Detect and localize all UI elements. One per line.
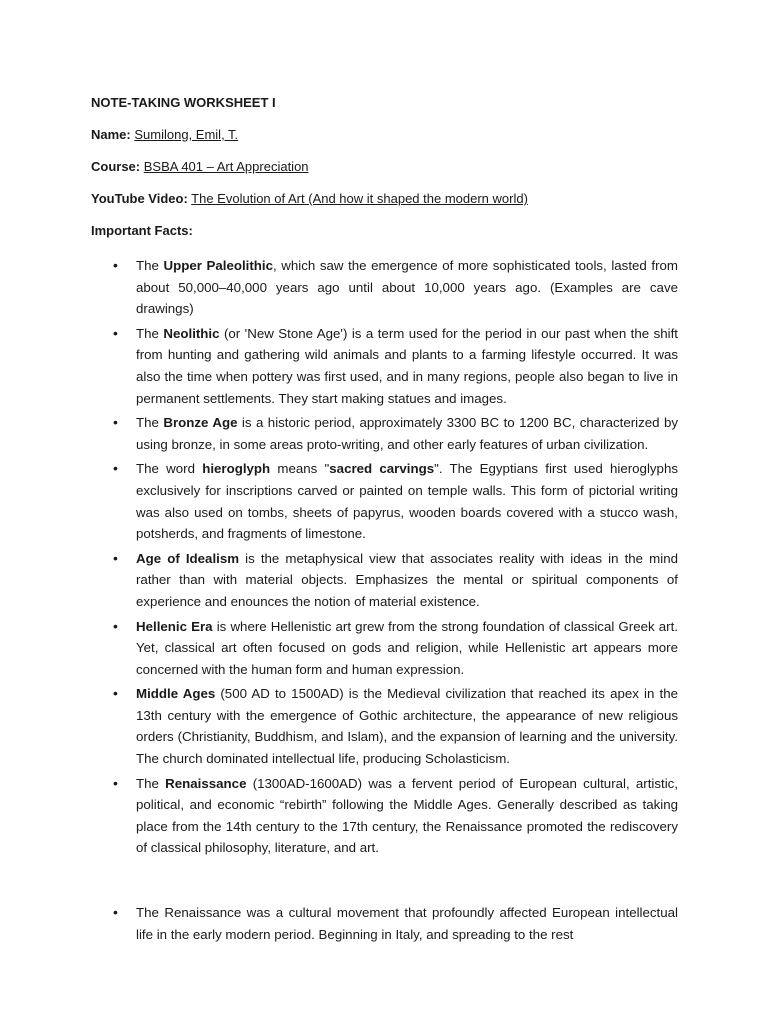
bullet-icon: •	[113, 904, 118, 921]
fact-text-pre: The	[136, 415, 164, 431]
bullet-icon: •	[113, 324, 118, 341]
fact-text-post: (500 AD to 1500AD) is the Medieval civilization that reached its apex in the 13th century with the emergence of Gothic architecture, the appearance of new religious orders (Christianity, Buddhism, and Islam), and the expansion of learning and the university. The church dominated intellectual life, producing Scholasticism.	[136, 686, 678, 767]
fact-text-mid: means "	[270, 461, 330, 477]
fact-term: Renaissance	[165, 775, 247, 791]
fact-item	[91, 458, 678, 544]
worksheet-title: NOTE-TAKING WORKSHEET I	[91, 95, 276, 110]
fact-term: Neolithic	[163, 325, 220, 341]
fact-text-post: is where Hellenistic art grew from the strong foundation of classical Greek art. Yet, classical art often focused on gods and religion, while Hellenistic art appears more concerned with the human form and human expression.	[136, 618, 678, 677]
video-line	[91, 191, 528, 207]
fact-item	[91, 773, 678, 859]
bullet-icon: •	[113, 549, 118, 566]
name-line	[91, 127, 238, 143]
fact-text-post: is a historic period, approximately 3300 BC to 1200 BC, characterized by using bronze, in some areas proto-writing, and other early features of urban civilization.	[136, 415, 679, 452]
fact-text-post: (or 'New Stone Age') is a term used for the period in our past when the shift from hunting and gathering wild animals and plants to a farming lifestyle occurred. It was also the time when pottery was first used, and in many regions, people also began to live in permanent settlements. They start making statues and images.	[136, 325, 678, 406]
name-label: Name:	[91, 127, 131, 142]
fact-text-pre: The	[136, 258, 164, 273]
bullet-icon: •	[113, 685, 118, 702]
course-line	[91, 159, 309, 175]
fact-text-pre: The	[136, 775, 166, 791]
fact-term: Age of Idealism	[136, 550, 240, 566]
fact-item	[91, 412, 678, 455]
fact-item	[91, 616, 678, 681]
fact-term: Hellenic Era	[136, 618, 213, 634]
fact-item	[91, 683, 678, 769]
fact-term: Upper Paleolithic	[163, 258, 273, 273]
fact-text-post: is the metaphysical view that associates reality with ideas in the mind rather than with material objects. Emphasizes the mental or spiritual components of experience and enounces the notion of material existence.	[136, 550, 678, 609]
fact-item	[91, 255, 678, 320]
fact-text-pre: The word	[136, 461, 203, 477]
facts-heading: Important Facts:	[91, 223, 193, 238]
video-value: The Evolution of Art (And how it shaped the modern world)	[191, 191, 528, 206]
fact-text-post: , which saw the emergence of more sophisticated tools, lasted from about 50,000–40,000 years ago until about 10,000 years ago. (Examples are cave drawings)	[136, 258, 678, 317]
fact-item	[91, 902, 678, 945]
fact-item	[91, 548, 678, 613]
fact-text-post: (1300AD-1600AD) was a fervent period of European cultural, artistic, political, and economic “rebirth” following the Middle Ages. Generally described as taking place from the 14th century to the 17th century, the Renaissance promoted the rediscovery of classical philosophy, literature, and art.	[136, 775, 679, 856]
facts-list	[91, 255, 678, 948]
video-label: YouTube Video:	[91, 191, 188, 206]
course-value: BSBA 401 – Art Appreciation	[143, 159, 309, 174]
fact-text-post: ". The Egyptians first used hieroglyphs exclusively for inscriptions carved or painted on temple walls. This form of pictorial writing was also used on tombs, sheets of papyrus, wooden boards covered with a stucco wash, potsherds, and fragments of limestone.	[136, 461, 678, 542]
bullet-icon: •	[113, 414, 118, 431]
fact-term-secondary: sacred carvings	[329, 461, 435, 477]
bullet-icon: •	[113, 774, 118, 791]
fact-term: hieroglyph	[202, 461, 271, 477]
fact-term: Bronze Age	[163, 415, 238, 431]
fact-item	[91, 323, 678, 409]
fact-text-pre: The	[136, 325, 164, 341]
fact-term: Middle Ages	[136, 686, 216, 702]
bullet-icon: •	[113, 617, 118, 634]
bullet-icon: •	[113, 257, 118, 273]
bullet-icon: •	[113, 460, 118, 477]
fact-text-pre: The Renaissance was a cultural movement that profoundly affected European intellectual life in the early modern period. Beginning in Italy, and spreading to the rest	[136, 905, 678, 942]
name-value: Sumilong, Emil, T.	[134, 127, 239, 142]
course-label: Course:	[91, 159, 141, 174]
